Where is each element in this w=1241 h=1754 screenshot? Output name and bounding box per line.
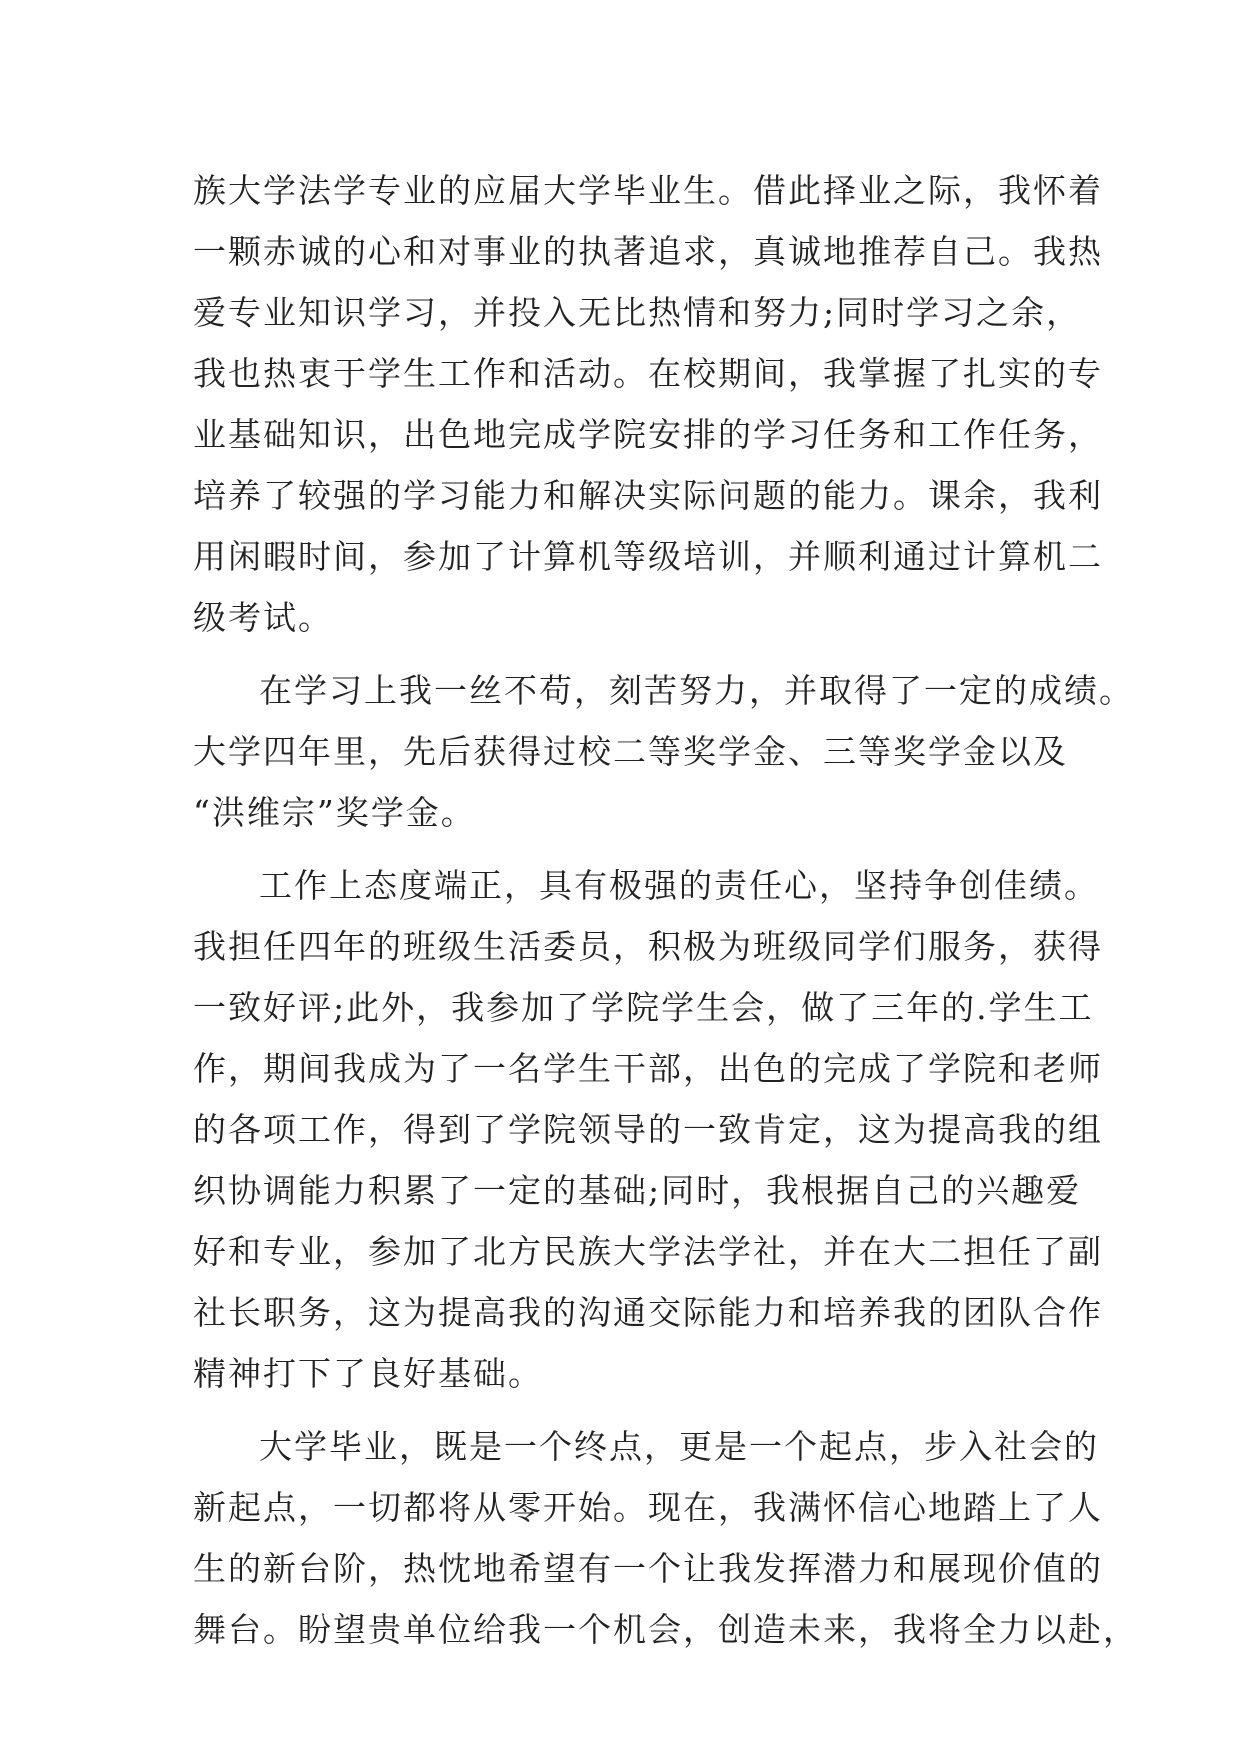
- paragraph-gap: [193, 1404, 1053, 1416]
- text-line: “洪维宗”奖学金。: [193, 793, 476, 832]
- paragraph-2: [193, 660, 1134, 843]
- text-line: 用闲暇时间，参加了计算机等级培训，并顺利通过计算机二: [193, 537, 1103, 576]
- text-line-indented: 工作上态度端正，具有极强的责任心，坚持争创佳绩。: [259, 866, 1099, 905]
- text-line: 爱专业知识学习，并投入无比热情和努力;同时学习之余，: [193, 293, 1082, 332]
- text-line: 精神打下了良好基础。: [193, 1354, 543, 1393]
- text-line: 族大学法学专业的应届大学毕业生。借此择业之际，我怀着: [193, 171, 1103, 210]
- text-line: 生的新台阶，热忱地希望有一个让我发挥潜力和展现价值的: [193, 1549, 1103, 1588]
- text-line: 级考试。: [193, 598, 333, 637]
- text-line: 业基础知识，出色地完成学院安排的学习任务和工作任务，: [193, 415, 1103, 454]
- paragraph-gap: [193, 843, 1053, 855]
- paragraph-3: [193, 855, 1103, 1404]
- text-line: 我担任四年的班级生活委员，积极为班级同学们服务，获得: [193, 927, 1103, 966]
- text-line: 好和专业，参加了北方民族大学法学社，并在大二担任了副: [193, 1232, 1103, 1271]
- text-line: 舞台。盼望贵单位给我一个机会，创造未来，我将全力以赴，: [193, 1610, 1138, 1649]
- text-line: 的各项工作，得到了学院领导的一致肯定，这为提高我的组: [193, 1110, 1103, 1149]
- paragraph-1: [193, 160, 1103, 648]
- text-line: 我也热衷于学生工作和活动。在校期间，我掌握了扎实的专: [193, 354, 1103, 393]
- text-line-indented: 在学习上我一丝不苟，刻苦努力，并取得了一定的成绩。: [259, 671, 1134, 710]
- text-line: 培养了较强的学习能力和解决实际问题的能力。课余，我利: [193, 476, 1103, 515]
- paragraph-4: [193, 1416, 1138, 1660]
- body-text: [193, 160, 1138, 1660]
- paragraph-gap: [193, 648, 1053, 660]
- text-line: 新起点，一切都将从零开始。现在，我满怀信心地踏上了人: [193, 1488, 1103, 1527]
- text-line: 一颗赤诚的心和对事业的执著追求，真诚地推荐自己。我热: [193, 232, 1103, 271]
- text-line: 社长职务，这为提高我的沟通交际能力和培养我的团队合作: [193, 1293, 1103, 1332]
- text-line: 作，期间我成为了一名学生干部，出色的完成了学院和老师: [193, 1049, 1103, 1088]
- text-line: 织协调能力积累了一定的基础;同时，我根据自己的兴趣爱: [193, 1171, 1082, 1210]
- text-line: 大学四年里，先后获得过校二等奖学金、三等奖学金以及: [193, 732, 1068, 771]
- text-line: 一致好评;此外，我参加了学院学生会，做了三年的.学生工: [193, 988, 1094, 1027]
- text-line-indented: 大学毕业，既是一个终点，更是一个起点，步入社会的: [259, 1427, 1099, 1466]
